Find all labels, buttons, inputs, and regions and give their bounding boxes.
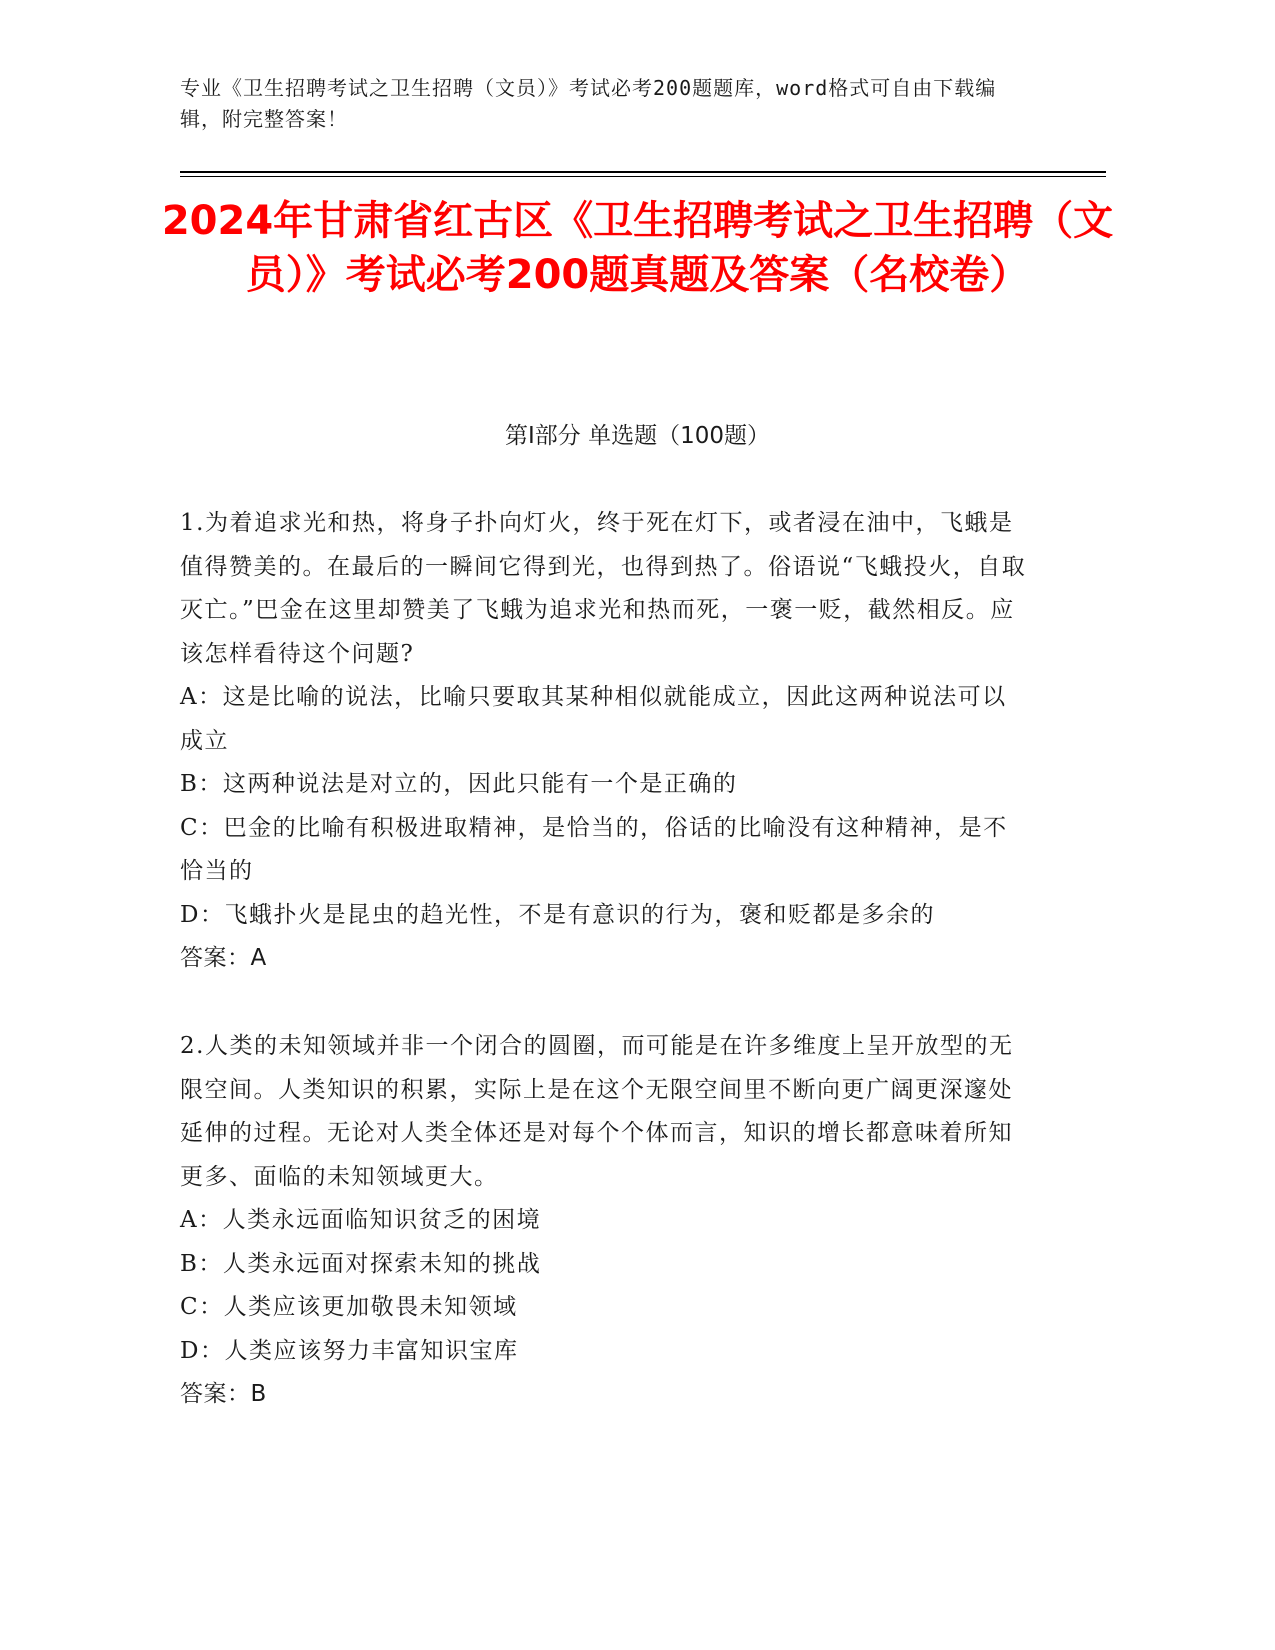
header-divider-thick <box>180 171 1106 173</box>
option-b: B：人类永远面对探索未知的挑战 <box>180 1250 542 1277</box>
option-b: B：这两种说法是对立的，因此只能有一个是正确的 <box>180 771 738 797</box>
answer: 答案：B <box>180 1381 267 1407</box>
header-note: 专业《卫生招聘考试之卫生招聘（文员）》考试必考200题题库，word格式可自由下载编辑，附完整答案！ <box>180 76 997 131</box>
question-stem: 2.人类的未知领域并非一个闭合的圆圈，而可能是在许多维度上呈开放型的无限空间。人类知识的积累，实际上是在这个无限空间里不断向更广阔更深邃处延伸的过程。无论对人类全体还是对每个个体而言，知识的增长都意味着所知更多、面临的未知领域更大。 <box>180 1033 1014 1190</box>
option-c: C：巴金的比喻有积极进取精神，是恰当的，俗话的比喻没有这种精神，是不恰当的 <box>180 814 1008 884</box>
answer: 答案：A <box>180 945 267 971</box>
question-1 <box>180 502 1030 981</box>
question-stem: 1.为着追求光和热，将身子扑向灯火，终于死在灯下，或者浸在油中，飞蛾是值得赞美的。在最后的一瞬间它得到光，也得到热了。俗语说“飞蛾投火，自取灭亡。”巴金在这里却赞美了飞蛾为追求光和热而死，一褒一贬，截然相反。应该怎样看待这个问题? <box>180 510 1027 667</box>
option-c: C：人类应该更加敬畏未知领域 <box>180 1294 518 1320</box>
option-d: D：人类应该努力丰富知识宝库 <box>180 1337 519 1364</box>
question-2 <box>180 1025 1030 1417</box>
option-a: A：人类永远面临知识贫乏的困境 <box>180 1207 542 1233</box>
header-divider-thin <box>180 176 1106 177</box>
section-heading: 第Ⅰ部分 单选题（100题） <box>505 423 770 449</box>
option-a: A：这是比喻的说法，比喻只要取其某种相似就能成立，因此这两种说法可以成立 <box>180 684 1007 754</box>
document-title: 2024年甘肃省红古区《卫生招聘考试之卫生招聘（文员）》考试必考200题真题及答案（名校卷） <box>161 198 1114 298</box>
option-d: D：飞蛾扑火是昆虫的趋光性，不是有意识的行为，褒和贬都是多余的 <box>180 901 935 928</box>
